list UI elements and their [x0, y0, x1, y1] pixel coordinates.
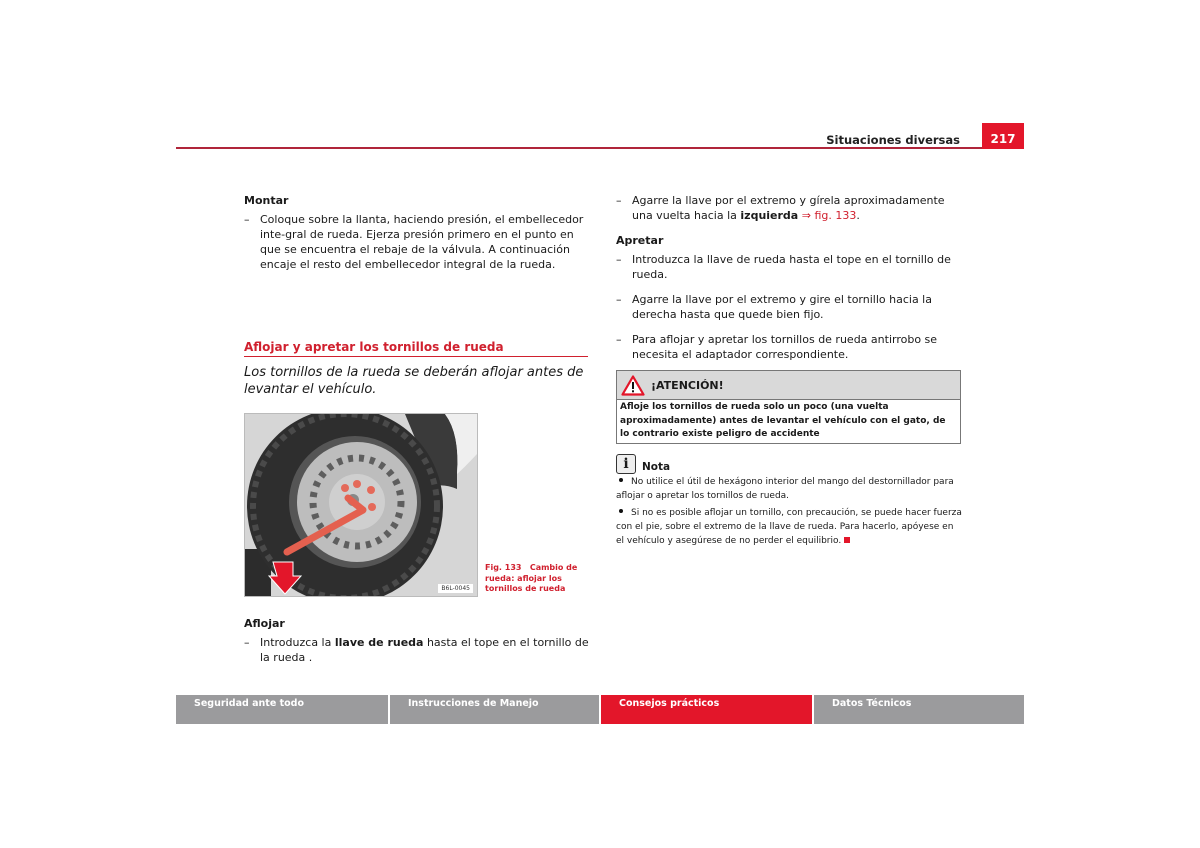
aflojar-step-text-end: hasta el tope en el tornillo de la rueda .	[260, 636, 589, 664]
warning-title: ¡ATENCIÓN!	[651, 378, 724, 392]
figure-caption-number: Fig. 133	[485, 563, 522, 572]
header-rule	[176, 147, 982, 149]
footer-tab-seguridad[interactable]: Seguridad ante todo	[176, 695, 388, 724]
section-lead: Los tornillos de la rueda se deberán aflojar antes de levantar el vehículo.	[244, 365, 584, 397]
step-bold: izquierda	[740, 209, 799, 222]
warning-box	[616, 370, 961, 444]
apretar-step-3: – Para aflojar y apretar los tornillos de rueda antirrobo se necesita el adaptador correspondiente.	[616, 332, 962, 362]
figure-reference-link[interactable]: ⇒ fig. 133	[801, 209, 857, 222]
warning-text: Afloje los tornillos de rueda solo un poco (una vuelta aproximadamente) antes de levantar el vehículo con el gato, de lo contrario existe peligro de accidente	[620, 402, 946, 439]
note-title: Nota	[642, 461, 671, 473]
apretar-step-1: – Introduzca la llave de rueda hasta el tope en el tornillo de rueda.	[616, 252, 962, 282]
step-text: Agarre la llave por el extremo y gírela aproximadamente una vuelta hacia la	[632, 194, 945, 222]
bullet-icon	[619, 478, 623, 482]
montar-step: – Coloque sobre la llanta, haciendo presión, el embellecedor inte-gral de rueda. Ejerza presión primero en el punto en que se encuentra el rebaje de la válvula. A continuación encaje el resto del embellecedor integral de la rueda.	[244, 212, 590, 272]
figure-caption-text: Cambio de rueda: aflojar los tornillos de rueda	[485, 563, 578, 593]
warning-header	[617, 371, 960, 400]
footer-tab-consejos[interactable]: Consejos prácticos	[601, 695, 812, 724]
right-steps	[616, 193, 962, 372]
footer-tab-instrucciones[interactable]: Instrucciones de Manejo	[390, 695, 599, 724]
section-title: Aflojar y apretar los tornillos de rueda	[244, 340, 588, 357]
note-item-text: Si no es posible aflojar un tornillo, con precaución, se puede hacer fuerza con el pie, sobre el extremo de la llave de rueda. Para hacerlo, apóyese en el vehículo y asegúrese de no perder el equilibrio.	[616, 508, 962, 546]
figure-wheel-illustration	[244, 413, 478, 597]
wheel-wrench-illustration-icon	[245, 414, 477, 596]
note-item	[616, 506, 962, 548]
info-icon: i	[616, 454, 636, 474]
footer-tab-datos[interactable]: Datos Técnicos	[814, 695, 1024, 724]
apretar-step-2: – Agarre la llave por el extremo y gire el tornillo hacia la derecha hasta que quede bien fijo.	[616, 292, 962, 322]
page-number: 217	[982, 123, 1024, 149]
aflojar-step	[244, 635, 590, 665]
figure-code: B6L-0045	[438, 584, 473, 593]
aflojar-block	[244, 616, 590, 675]
note-header	[616, 454, 962, 474]
warning-triangle-icon	[621, 375, 645, 396]
figure-caption	[485, 563, 595, 595]
end-of-section-icon	[844, 537, 850, 543]
note-item	[616, 475, 962, 503]
aflojar-step-bold: llave de rueda	[334, 636, 424, 649]
montar-block	[244, 193, 590, 282]
note-block	[616, 454, 962, 551]
aflojar-step-continued	[616, 193, 962, 223]
step-text-end: .	[856, 209, 860, 222]
note-item-text: No utilice el útil de hexágono interior del mango del destornillador para aflojar o apretar los tornillos de rueda.	[616, 477, 954, 501]
bullet-icon	[619, 509, 623, 513]
aflojar-step-text: Introduzca la	[260, 636, 335, 649]
running-header-title: Situaciones diversas	[826, 133, 960, 147]
aflojar-heading: Aflojar	[244, 617, 285, 630]
apretar-heading: Apretar	[616, 234, 664, 247]
montar-heading: Montar	[244, 194, 289, 207]
